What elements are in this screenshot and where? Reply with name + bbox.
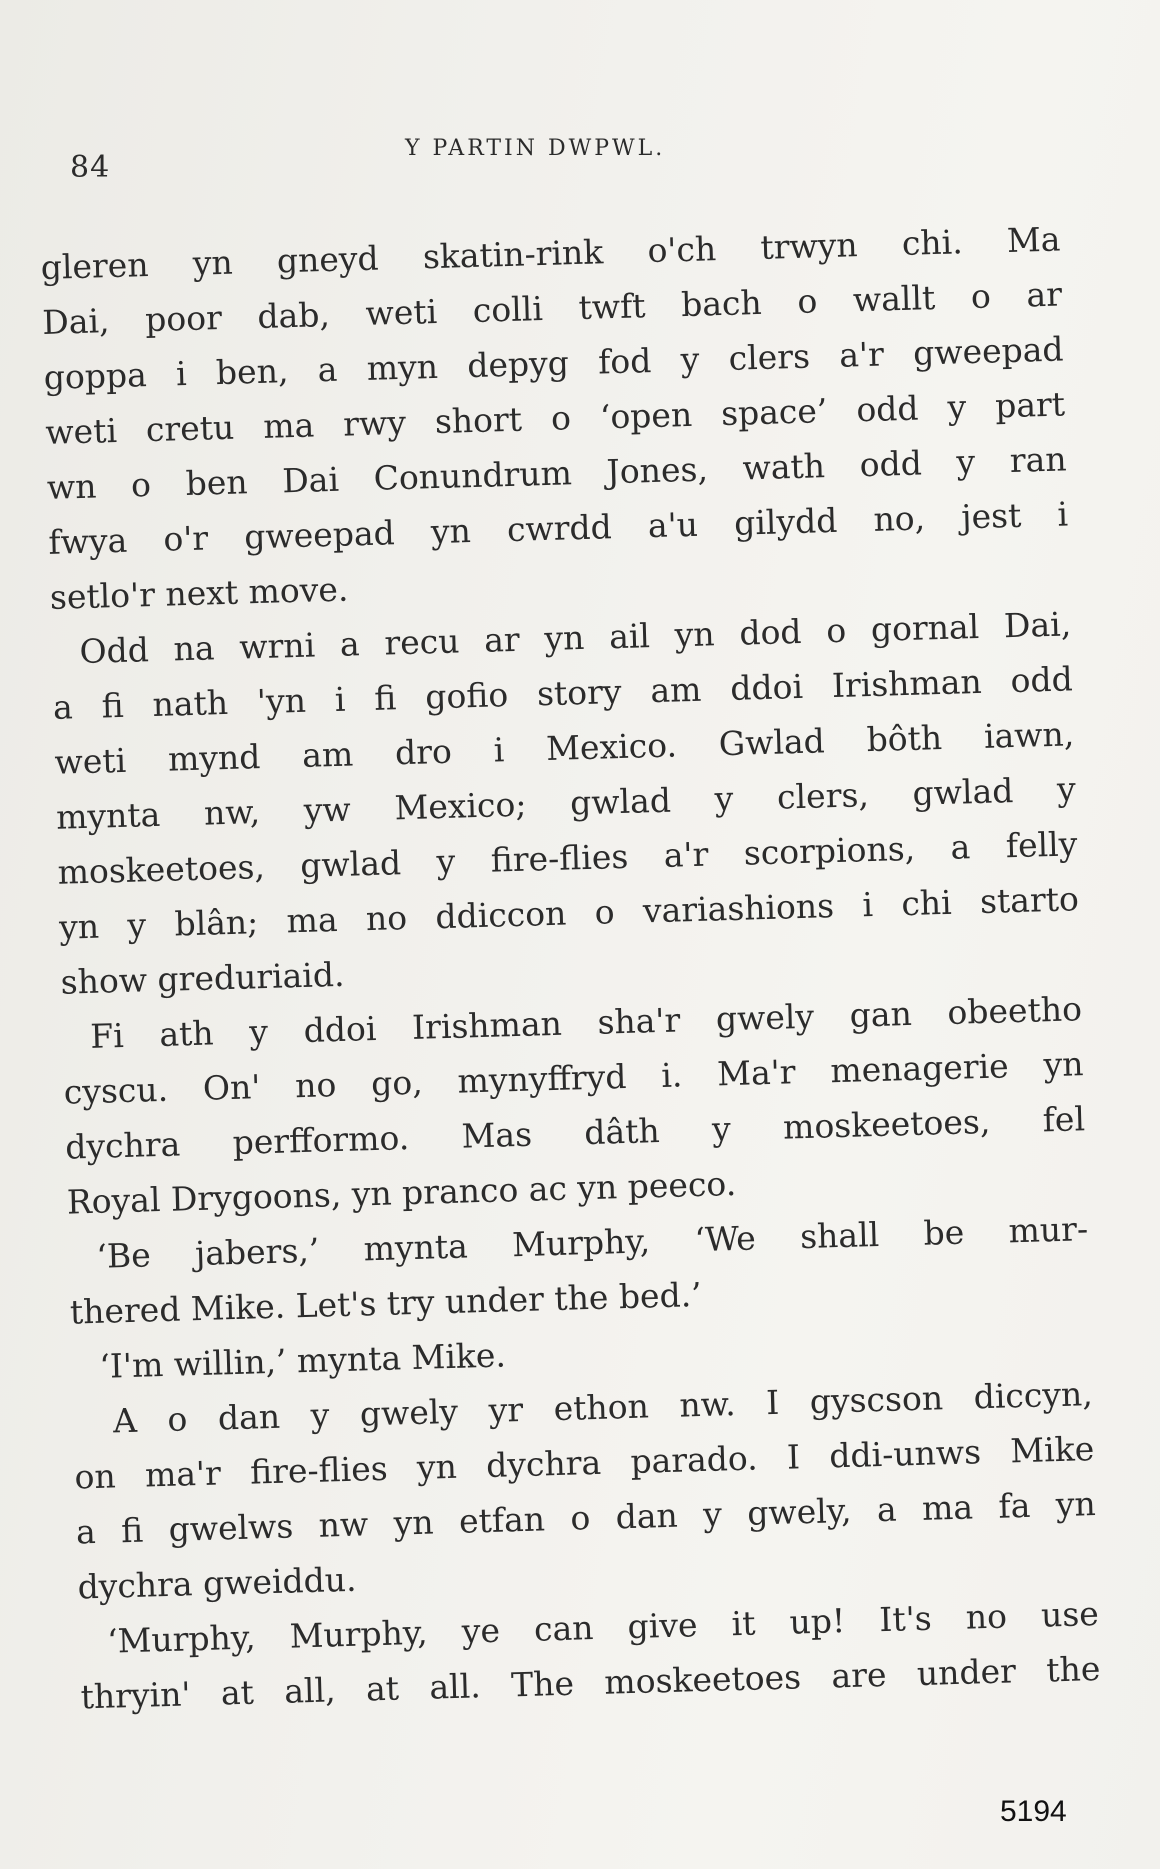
text-line: dychra gweiddu. [77, 1559, 357, 1607]
text-line: moskeetoes, gwlad y fire-flies a'r scorpions, a felly [57, 824, 1078, 892]
text-line: show greduriaid. [60, 954, 345, 1002]
text-line: on ma'r fire-flies yn dychra parado. I ddi-unws Mike [74, 1429, 1095, 1497]
text-line: setlo'r next move. [49, 569, 349, 617]
text-line: Royal Drygoons, yn pranco ac yn peeco. [66, 1163, 737, 1222]
text-line: Fi ath y ddoi Irishman sha'r gwely gan obeetho [89, 989, 1083, 1056]
text-line: weti cretu ma rwy short o ‘open space’ odd y part [44, 384, 1066, 452]
body-text [40, 212, 1101, 1725]
text-line: thryin' at all, at all. The moskeetoes are under the [80, 1648, 1101, 1717]
text-line: Dai, poor dab, weti colli twft bach o wallt o ar [41, 274, 1063, 342]
text-line: Odd na wrni a recu ar yn ail yn dod o gornal Dai, [78, 604, 1072, 672]
page-number: 84 [70, 150, 111, 185]
catalog-number: 5194 [1000, 1795, 1067, 1828]
text-line: wn o ben Dai Conundrum Jones, wath odd y ran [46, 439, 1068, 507]
running-title: Y PARTIN DWPWL. [405, 136, 666, 161]
text-line: goppa i ben, a myn depyg fod y clers a'r gweepad [43, 329, 1064, 397]
text-line: ‘Murphy, Murphy, ye can give it up! It's no use [106, 1593, 1100, 1661]
text-line: weti mynd am dro i Mexico. Gwlad bôth iawn, [54, 714, 1075, 782]
text-line: ‘Be jabers,’ mynta Murphy, ‘We shall be mur- [95, 1209, 1089, 1276]
text-line: fwya o'r gweepad yn cwrdd a'u gilydd no, jest i [47, 494, 1069, 562]
text-line: mynta nw, yw Mexico; gwlad y clers, gwlad y [55, 769, 1077, 837]
text-line: yn y blân; ma no ddiccon o variashions i chi starto [58, 879, 1080, 947]
text-line: ‘I'm willin,’ mynta Mike. [98, 1335, 507, 1386]
text-line: a fi gwelws nw yn etfan o dan y gwely, a ma fa yn [75, 1484, 1097, 1552]
text-line: dychra perfformo. Mas dâth y moskeetoes, fel [64, 1099, 1086, 1167]
text-line: cyscu. On' no go, mynyffryd i. Ma'r menagerie yn [63, 1044, 1084, 1112]
text-line: gleren yn gneyd skatin-rink o'ch trwyn chi. Ma [40, 219, 1061, 287]
text-line: thered Mike. Let's try under the bed.’ [69, 1274, 703, 1332]
text-line: A o dan y gwely yr ethon nw. I gyscson diccyn, [112, 1374, 1094, 1441]
text-line: a fi nath 'yn i fi gofio story am ddoi Irishman odd [52, 659, 1074, 727]
